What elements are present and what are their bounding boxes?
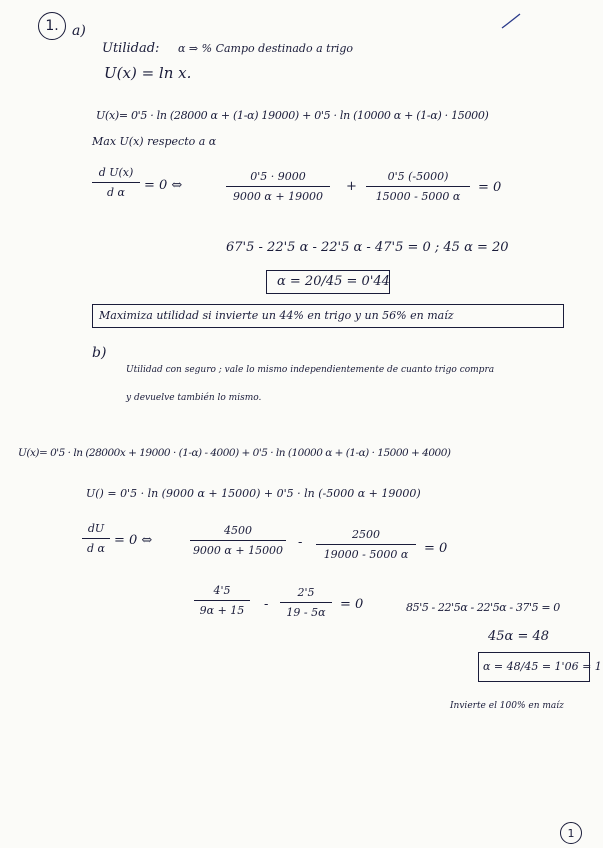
part-a-simplification: 67'5 - 22'5 α - 22'5 α - 47'5 = 0 ; 45 α = 20 [226, 240, 509, 255]
utility-function: U(x) = ln x. [104, 64, 192, 82]
part-a-equation-1: U(x)= 0'5 · ln (28000 α + (1-α) 19000) + 0'5 · ln (10000 α + (1-α) · 15000) [96, 109, 489, 122]
part-a-equals-zero: = 0 [478, 180, 502, 195]
part-b-simplified-fraction-1-denominator: 9α + 15 [199, 604, 245, 617]
part-a-alpha-result: α = 20/45 = 0'44 [277, 274, 390, 289]
part-a-result-box [266, 270, 390, 294]
part-b-side-calculation-1: 85'5 - 22'5α - 22'5α - 37'5 = 0 [406, 601, 560, 614]
part-b-simplified-fraction-2-numerator: 2'5 [297, 586, 315, 599]
part-b-text-line-2: y devuelve también lo mismo. [126, 393, 262, 403]
page-number: 1 [567, 826, 575, 840]
problem-number: 1. [45, 18, 59, 34]
part-a-derivative-equals: = 0 ⇔ [144, 178, 183, 193]
part-a-fraction-2-denominator: 15000 - 5000 α [375, 190, 461, 203]
part-a-fraction-1-denominator: 9000 α + 19000 [232, 190, 324, 203]
part-a-fraction-1 [226, 170, 330, 203]
part-b-simplified-fraction-1 [194, 584, 250, 617]
pen-stroke-mark [500, 10, 524, 32]
part-a-derivative-numerator: d U(x) [98, 166, 134, 179]
part-b-derivative [82, 522, 110, 555]
part-b-side-calculation-2: 45α = 48 [488, 629, 550, 644]
part-b-text-line-1: Utilidad con seguro ; vale lo mismo independientemente de cuanto trigo compra [126, 365, 495, 375]
part-b-simplified-equals-zero: = 0 [340, 597, 364, 612]
part-a-label: a) [72, 23, 86, 39]
part-b-simplified-minus: - [264, 597, 269, 612]
part-b-fraction-1-numerator: 4500 [224, 524, 252, 537]
part-a-conclusion: Maximiza utilidad si invierte un 44% en trigo y un 56% en maíz [99, 309, 454, 322]
part-a-derivative [92, 166, 140, 199]
part-b-conclusion: Invierte el 100% en maíz [450, 701, 564, 711]
part-a-fraction-1-numerator: 0'5 · 9000 [250, 170, 306, 183]
part-a-conclusion-box [92, 304, 564, 328]
part-b-derivative-numerator: dU [87, 522, 105, 535]
part-a-fraction-2 [366, 170, 470, 203]
part-a-plus-sign: + [346, 179, 357, 194]
part-b-fraction-1-denominator: 9000 α + 15000 [192, 544, 284, 557]
part-b-simplified-fraction-1-numerator: 4'5 [213, 584, 231, 597]
part-b-simplified-fraction-2 [280, 586, 332, 619]
utility-label: Utilidad: [102, 41, 160, 56]
part-b-equation-2: U() = 0'5 · ln (9000 α + 15000) + 0'5 · ln (-5000 α + 19000) [86, 487, 421, 500]
part-b-minus-sign: - [298, 535, 303, 550]
part-b-equals-zero: = 0 [424, 541, 448, 556]
part-b-simplified-fraction-2-denominator: 19 - 5α [286, 606, 326, 619]
maximize-line: Max U(x) respecto a α [92, 135, 217, 148]
part-b-fraction-1 [190, 524, 286, 557]
part-b-derivative-denominator: d α [87, 542, 105, 555]
problem-number-circle [38, 12, 66, 40]
part-b-label: b) [92, 345, 107, 361]
page-number-circle [560, 822, 582, 844]
part-a-derivative-denominator: d α [107, 186, 125, 199]
part-b-equation-1: U(x)= 0'5 · ln (28000x + 19000 · (1-α) - 4000) + 0'5 · ln (10000 α + (1-α) · 15000 + 4000) [18, 447, 451, 459]
part-a-fraction-2-numerator: 0'5 (-5000) [387, 170, 449, 183]
part-b-alpha-result: α = 48/45 = 1'06 = 1 [483, 660, 602, 673]
part-b-result-box [478, 652, 602, 682]
part-b-derivative-equals: = 0 ⇔ [114, 533, 153, 548]
part-b-fraction-2-numerator: 2500 [352, 528, 380, 541]
part-b-fraction-2 [316, 528, 416, 561]
utility-definition: α ⇒ % Campo destinado a trigo [178, 42, 354, 55]
part-b-fraction-2-denominator: 19000 - 5000 α [323, 548, 409, 561]
